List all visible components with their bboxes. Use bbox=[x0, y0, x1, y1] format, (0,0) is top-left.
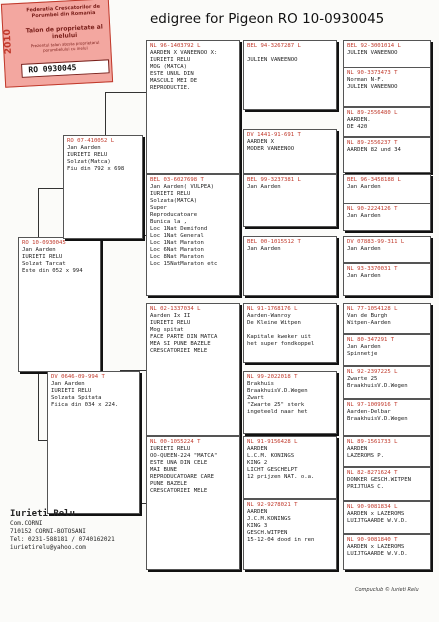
pigeon-info-line: AARDEN bbox=[347, 446, 368, 452]
great-great-grandparent-box bbox=[343, 436, 431, 467]
ring-number: BEL 96-3458188 L bbox=[347, 177, 401, 183]
pigeon-info-line: Aarden-Delbar bbox=[347, 409, 391, 415]
pigeon-info-line: IURIETI RELU bbox=[22, 254, 63, 260]
pigeon-info-line: Aarden Ix II bbox=[150, 313, 191, 319]
pigeon-info-line: Super bbox=[150, 205, 167, 211]
pigeon-info-line: Solzat(Matca) bbox=[67, 159, 111, 165]
pigeon-info-line: Zwarte 25 bbox=[347, 376, 378, 382]
connector-line bbox=[105, 92, 106, 135]
pigeon-info-line: GESCH.WITPEN bbox=[247, 530, 288, 536]
ring-number: BEL 03-6027698 T bbox=[150, 177, 204, 183]
pigeon-info-line: MAI BUNE bbox=[150, 467, 177, 473]
great-grandparent-box bbox=[243, 174, 337, 227]
great-grandparent-box bbox=[243, 436, 337, 499]
pigeon-info-line: Jan Aarden( VULPEA) bbox=[150, 184, 214, 190]
pigeon-info-line: Spinnetje bbox=[347, 351, 378, 357]
pigeon-info-line: IURIETI RELU bbox=[150, 191, 191, 197]
owner-line-2: 710152 CORNI-BOTOSANI bbox=[10, 528, 86, 535]
pigeon-info-line: het super fondkoppel bbox=[247, 341, 315, 347]
pigeon-info-line: DONKER GESCH.WITPEN bbox=[347, 477, 411, 483]
pigeon-info-line: AARDEN x LAZEROMS bbox=[347, 544, 405, 550]
great-great-grandparent-box bbox=[343, 203, 431, 231]
great-great-grandparent-box bbox=[343, 399, 431, 436]
pigeon-info-line bbox=[247, 50, 333, 57]
pigeon-info-line: Loc 1Nat General bbox=[150, 233, 204, 239]
pigeon-info-line: DE 420 bbox=[347, 124, 368, 130]
owner-email: iurietirelu@yahoo.com bbox=[10, 544, 86, 551]
pigeon-info-line: BraakhuisV.D.Wegen bbox=[347, 416, 408, 422]
owner-block bbox=[10, 508, 140, 552]
pigeon-info-line: ESTE UNUL DIN bbox=[150, 71, 194, 77]
pigeon-info-line: Solzat Tarcat bbox=[22, 261, 66, 267]
pigeon-info-line: Brakhuis bbox=[247, 381, 274, 387]
great-grandparent-box bbox=[243, 371, 337, 434]
pigeon-info-line: Reproducatoare bbox=[150, 212, 198, 218]
grandparent-box bbox=[146, 303, 240, 436]
ring-number: DV 1441-91-691 T bbox=[247, 132, 301, 138]
pigeon-info-line: IURIETI RELU bbox=[150, 57, 191, 63]
great-great-grandparent-box bbox=[343, 501, 431, 534]
pigeon-info-line: BraakhuisV.D.Wegen bbox=[347, 383, 408, 389]
pigeon-info-line: MASCULI MEI DE bbox=[150, 78, 198, 84]
pigeon-info-line: LAZEROMS P. bbox=[347, 453, 385, 459]
pigeon-info-line: Este din 052 x 994 bbox=[22, 268, 83, 274]
grandparent-box bbox=[146, 436, 240, 570]
pigeon-info-line: PUNE BAZELE bbox=[150, 481, 188, 487]
owner-line-3: Tel: 0231-588181 / 0740162021 bbox=[10, 536, 115, 543]
ring-number: NL 93-3370031 T bbox=[347, 266, 398, 272]
great-grandparent-box bbox=[243, 236, 337, 296]
pigeon-info-line: Loc 8Nat Maraton bbox=[150, 254, 204, 260]
pigeon-info-line: Jan Aarden bbox=[347, 184, 381, 190]
pigeon-info-line: AARDEN bbox=[247, 446, 268, 452]
great-great-grandparent-box bbox=[343, 137, 431, 173]
ring-number: NL 90-3373473 T bbox=[347, 70, 398, 76]
certificate-talon: Talon de proprietate al inelului bbox=[25, 23, 103, 41]
ring-number: NL 82-8271624 T bbox=[347, 470, 398, 476]
pigeon-info-line: Loc 6Nat Maraton bbox=[150, 247, 204, 253]
connector-line bbox=[38, 188, 63, 189]
ring-number: BEL 94-3267287 L bbox=[247, 43, 301, 49]
grandparent-box bbox=[146, 40, 240, 174]
ring-number: NL 90-9081834 L bbox=[347, 504, 398, 510]
ring-number: NL 91-1768176 L bbox=[247, 306, 298, 312]
great-great-grandparent-box bbox=[343, 236, 431, 263]
certificate-year: 2010 bbox=[2, 28, 15, 55]
connector-line bbox=[38, 372, 39, 440]
pigeon-info-line: AARDEN x LAZEROMS bbox=[347, 511, 405, 517]
owner-line-1: Com.CORNI bbox=[10, 520, 43, 527]
ring-number: RO 07-410052 L bbox=[67, 138, 115, 144]
ring-number: BEL 00-1015512 T bbox=[247, 239, 301, 245]
pigeon-info-line: IURIETI RELU bbox=[150, 320, 191, 326]
pigeon-info-line: Jan Aarden bbox=[347, 213, 381, 219]
pigeon-info-line: 12 prijzen NAT. o.a. bbox=[247, 474, 315, 480]
pigeon-info-line bbox=[247, 327, 333, 334]
pigeon-info-line: KING 3 bbox=[247, 523, 268, 529]
pigeon-info-line: Norman N-F. bbox=[347, 77, 385, 83]
credit-line: Compuclub © Iurieti Relu bbox=[355, 587, 419, 593]
pigeon-info-line: REPRODUCATOARE CARE bbox=[150, 474, 214, 480]
ring-number: NL 90-9081840 T bbox=[347, 537, 398, 543]
great-grandparent-box bbox=[243, 499, 337, 570]
pigeon-info-line: ESTE UNA DIN CELE bbox=[150, 460, 208, 466]
pigeon-info-line: J.C.M.KONINGS bbox=[247, 516, 291, 522]
pigeon-info-line: MODER VANEENOO bbox=[247, 146, 295, 152]
pigeon-info-line: JULIEN VANEENOO bbox=[347, 84, 398, 90]
pigeon-info-line: OO-QUEEN-224 "MATCA" bbox=[150, 453, 218, 459]
ring-number: DV 07883-99-311 L bbox=[347, 239, 405, 245]
ring-number: NL 99-2022018 T bbox=[247, 374, 298, 380]
certificate-header: Federatia Crescatorilor de Porumbei din Romania bbox=[26, 3, 101, 20]
pigeon-info-line: Jan Aarden bbox=[247, 246, 281, 252]
pigeon-info-line: AARDEN X VANEENOO X: bbox=[150, 50, 218, 56]
pigeon-info-line: Jan Aarden bbox=[247, 184, 281, 190]
pigeon-info-line: JULIEN VANEENOO bbox=[347, 50, 398, 56]
pigeon-info-line: Loc 1Nat Demifond bbox=[150, 226, 208, 232]
great-grandparent-box bbox=[243, 40, 337, 110]
pigeon-info-line: Kapitale kweker uit bbox=[247, 334, 311, 340]
pigeon-info-line: MOG (MATCA) bbox=[150, 64, 188, 70]
pigeon-info-line: KING 2 bbox=[247, 460, 268, 466]
ring-number: NL 96-1403792 L bbox=[150, 43, 201, 49]
pigeon-info-line: PRIJTUAS C. bbox=[347, 484, 385, 490]
ring-number: NL 97-1009916 T bbox=[347, 402, 398, 408]
subject-pigeon-box bbox=[18, 237, 101, 372]
pigeon-info-line: Jan Aarden bbox=[67, 145, 101, 151]
pigeon-info-line: AARDEN X bbox=[247, 139, 274, 145]
ring-number: NL 92-9278021 T bbox=[247, 502, 298, 508]
great-great-grandparent-box bbox=[343, 366, 431, 399]
pigeon-info-line: Loc 15NatMaraton etc bbox=[150, 261, 218, 267]
great-great-grandparent-box bbox=[343, 534, 431, 570]
pigeon-info-line: Zwart bbox=[247, 395, 264, 401]
dam-box bbox=[47, 371, 140, 514]
sire-box bbox=[63, 135, 143, 239]
pigeon-info-line: ingeteeld naar het bbox=[247, 409, 308, 415]
certificate-subtext: Prezentul talon atesta proprietarul porumbelului cu inelul bbox=[30, 39, 100, 53]
pigeon-info-line: Van de Burgh bbox=[347, 313, 388, 319]
pigeon-info-line: Witpen-Aarden bbox=[347, 320, 391, 326]
great-great-grandparent-box bbox=[343, 67, 431, 107]
pigeon-info-line: Aarden-Wanroy bbox=[247, 313, 291, 319]
certificate-ring-number: RO 0930045 bbox=[21, 59, 110, 78]
pigeon-info-line: BraakhuisV.D.Wegen bbox=[247, 388, 308, 394]
ring-number: NL 80-347291 T bbox=[347, 337, 395, 343]
pigeon-info-line: Loc 1Nat Maraton bbox=[150, 240, 204, 246]
great-great-grandparent-box bbox=[343, 334, 431, 366]
ring-number: NL 89-2556480 L bbox=[347, 110, 398, 116]
pigeon-info-line: Fiica din 034 x 224. bbox=[51, 402, 119, 408]
pigeon-info-line: AARDEN. bbox=[347, 117, 371, 123]
pigeon-info-line: 15-12-04 dood in ren bbox=[247, 537, 315, 543]
great-grandparent-box bbox=[243, 303, 337, 363]
ring-number: BEL 99-3237381 L bbox=[247, 177, 301, 183]
pigeon-info-line: Jan Aarden bbox=[347, 246, 381, 252]
ring-number: RO 10-0930045 bbox=[22, 240, 66, 246]
pigeon-info-line: Jan Aarden bbox=[347, 344, 381, 350]
pigeon-info-line: Jan Aarden bbox=[22, 247, 56, 253]
pigeon-info-line: MEA SI PUNE BAZELE bbox=[150, 341, 211, 347]
great-great-grandparent-box bbox=[343, 303, 431, 334]
pigeon-info-line: FACE PARTE DIN MATCA bbox=[150, 334, 218, 340]
grandparent-box bbox=[146, 174, 240, 296]
ring-number: NL 92-2397225 L bbox=[347, 369, 398, 375]
ring-number: BEL 92-3001014 L bbox=[347, 43, 401, 49]
pigeon-info-line: AARDEN 82 und 34 bbox=[347, 147, 401, 153]
pigeon-info-line: REPRODUCTIE. bbox=[150, 85, 191, 91]
pigeon-info-line: Solzata Spitata bbox=[51, 395, 102, 401]
ring-number: NL 89-2556237 T bbox=[347, 140, 398, 146]
ring-number: NL 02-1337034 L bbox=[150, 306, 201, 312]
connector-line bbox=[38, 440, 47, 441]
pigeon-info-line: Jan Aarden bbox=[347, 273, 381, 279]
pigeon-info-line: LICHT GESCHELPT bbox=[247, 467, 298, 473]
ring-number: NL 89-1561733 L bbox=[347, 439, 398, 445]
pigeon-info-line: Fiu din 792 x 698 bbox=[67, 166, 125, 172]
pigeon-info-line: De Kleine Witpen bbox=[247, 320, 301, 326]
owner-name: Iurieti Relu bbox=[10, 509, 76, 519]
great-great-grandparent-box bbox=[343, 174, 431, 204]
ring-number: DV 0646-09-994 T bbox=[51, 374, 105, 380]
great-grandparent-box bbox=[243, 129, 337, 174]
pigeon-info-line: LUIJTGAARDE W.V.D. bbox=[347, 551, 408, 557]
pigeon-info-line: "Zwarte 25" sterk bbox=[247, 402, 305, 408]
pigeon-info-line: LUIJTGAARDE W.V.D. bbox=[347, 518, 408, 524]
great-great-grandparent-box bbox=[343, 263, 431, 296]
great-great-grandparent-box bbox=[343, 467, 431, 501]
ring-number: NL 90-2224126 T bbox=[347, 206, 398, 212]
pigeon-info-line: Solzata(MATCA) bbox=[150, 198, 198, 204]
ring-number: NL 77-1054128 L bbox=[347, 306, 398, 312]
connector-line bbox=[38, 188, 39, 237]
pigeon-info-line: AARDEN bbox=[247, 509, 268, 515]
great-great-grandparent-box bbox=[343, 107, 431, 137]
pigeon-info-line: CRESCATORIEI MELE bbox=[150, 348, 208, 354]
ring-certificate-sticker bbox=[1, 0, 113, 88]
pigeon-info-line: IURIETI RELU bbox=[51, 388, 92, 394]
pigeon-info-line: L.C.M. KONINGS bbox=[247, 453, 295, 459]
pigeon-info-line: Bunica la , bbox=[150, 219, 188, 225]
pigeon-info-line: Mog spitat bbox=[150, 327, 184, 333]
ring-number: NL 91-9156428 L bbox=[247, 439, 298, 445]
pigeon-info-line: CRESCATORIEI MELE bbox=[150, 488, 208, 494]
pigeon-info-line: JULIEN VANEENOO bbox=[247, 57, 298, 63]
pigeon-info-line: IURIETI RELU bbox=[150, 446, 191, 452]
pigeon-info-line: Jan Aarden bbox=[51, 381, 85, 387]
connector-line bbox=[105, 92, 146, 93]
pigeon-info-line: IURIETI RELU bbox=[67, 152, 108, 158]
ring-number: NL 00-1055224 T bbox=[150, 439, 201, 445]
page-title: edigree for Pigeon RO 10-0930045 bbox=[150, 11, 385, 27]
